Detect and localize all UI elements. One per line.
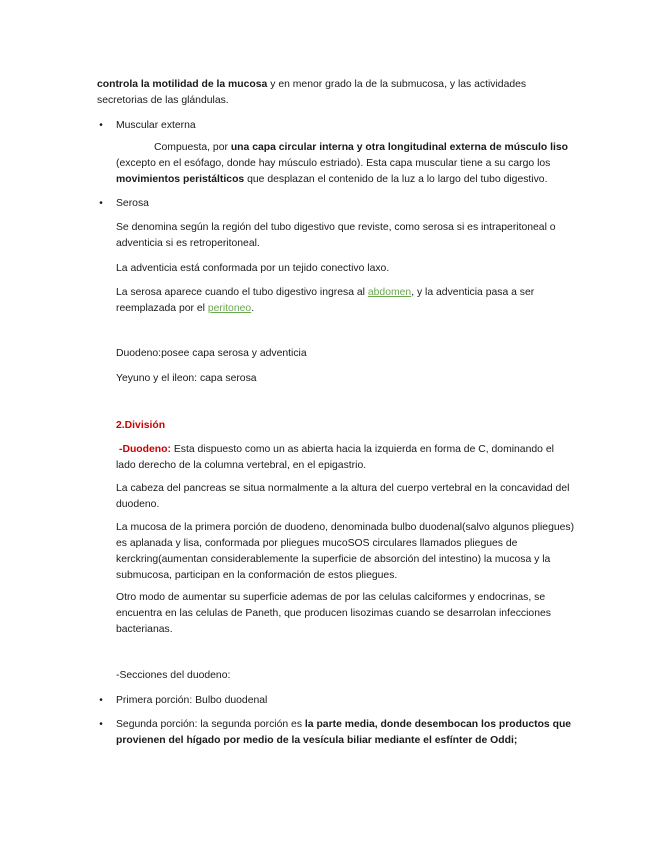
bullet-icon: •: [99, 695, 103, 706]
paragraph-cabeza-pancreas: La cabeza del pancreas se situa normalmente a la altura del cuerpo vertebral en la concavidad del duodeno.: [116, 483, 570, 510]
bullet-icon: •: [99, 120, 103, 131]
bold-text: controla la motilidad de la mucosa: [97, 79, 268, 90]
paragraph-duodeno: [116, 442, 574, 474]
section-heading-division: 2.División: [116, 420, 166, 431]
body-text: La serosa aparece cuando el tubo digestivo ingresa al: [116, 287, 368, 298]
link-peritoneo[interactable]: peritoneo: [207, 303, 252, 314]
paragraph-celulas-paneth: Otro modo de aumentar su superficie ademas de por las celulas calciformes y endocrinas, se encuentra en las celulas de Paneth, que producen lisozimas cuando se desarrolan infecciones bacterianas.: [116, 592, 551, 635]
bold-text: movimientos peristálticos: [116, 174, 245, 185]
body-text: Compuesta, por: [154, 142, 231, 153]
paragraph-yeyuno-ileon: Yeyuno y el ileon: capa serosa: [116, 373, 257, 384]
body-text: , y la adventicia pasa a ser reemplazada por el: [116, 287, 535, 314]
paragraph-serosa-definicion: Se denomina según la región del tubo digestivo que reviste, como serosa si es intraperitoneal o adventicia si es retroperitoneal.: [116, 222, 556, 249]
bold-text: la parte media, donde desembocan los productos que provienen del hígado por medio de la vesícula biliar mediante el esfínter de Oddi;: [116, 719, 572, 746]
paragraph-secciones-duodeno: -Secciones del duodeno:: [116, 670, 231, 681]
paragraph-motilidad: [97, 77, 567, 109]
body-text: y en menor grado la de la submucosa, y las actividades secretorias de las glándulas.: [97, 79, 527, 106]
bold-text: una capa circular interna y otra longitudinal externa de músculo liso: [230, 142, 569, 153]
list-item-segunda-porcion: [116, 717, 578, 749]
body-text: (excepto en el esófago, donde hay músculo estriado). Esta capa muscular tiene a su cargo los: [116, 158, 551, 169]
list-item-primera-porcion: Primera porción: Bulbo duodenal: [116, 695, 268, 706]
bullet-icon: •: [99, 198, 103, 209]
body-text: .: [251, 303, 255, 314]
paragraph-serosa-aparece: [116, 285, 556, 317]
body-text: Segunda porción: la segunda porción es: [116, 719, 305, 730]
paragraph-compuesta: [116, 140, 574, 188]
link-abdomen[interactable]: abdomen: [367, 287, 412, 298]
paragraph-duodeno-capas: Duodeno:posee capa serosa y adventicia: [116, 348, 307, 359]
paragraph-mucosa-primera-porcion: La mucosa de la primera porción de duodeno, denominada bulbo duodenal(salvo algunos pliegues) es aplanada y lisa, conformada por pliegues mucoSOS circulares llamados pliegues de kerckring(aumentan considerablemente la superficie de absorción del intestino) la mucosa y la submucosa, participan en la conformación de estos pliegues.: [116, 522, 575, 581]
paragraph-adventicia: La adventicia está conformada por un tejido conectivo laxo.: [116, 263, 390, 274]
body-text: Esta dispuesto como un as abierta hacia la izquierda en forma de C, dominando el lado derecho de la columna vertebral, en el epigastrio.: [116, 444, 554, 471]
body-text: que desplazan el contenido de la luz a lo largo del tubo digestivo.: [244, 174, 548, 185]
duodeno-label: -Duodeno:: [119, 444, 171, 455]
list-item-muscular-externa: Muscular externa: [116, 120, 196, 131]
bullet-icon: •: [99, 719, 103, 730]
list-item-serosa: Serosa: [116, 198, 149, 209]
